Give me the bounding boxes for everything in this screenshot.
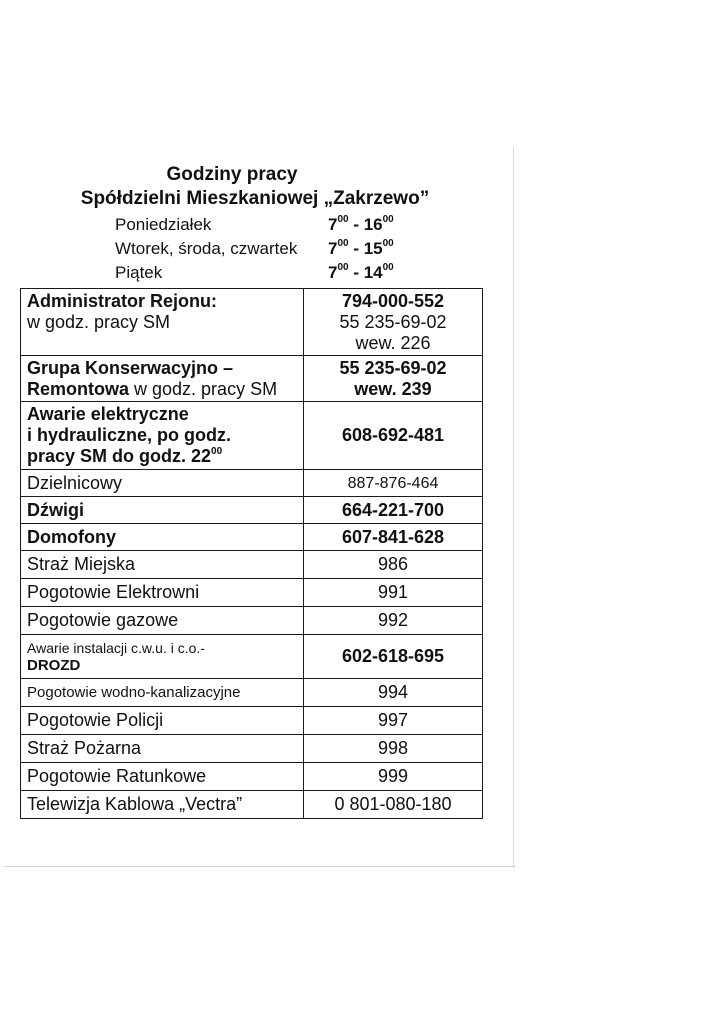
hours-row-tue-thu (115, 238, 455, 261)
hours-day-label: Poniedziałek (115, 215, 212, 234)
scan-edge-right (513, 148, 514, 868)
contact-phone: 55 235-69-02 (339, 311, 447, 332)
contact-phone: 994 (304, 679, 483, 707)
contacts-table (20, 288, 483, 819)
table-row (21, 791, 483, 819)
table-row (21, 735, 483, 763)
contact-phone: 997 (304, 707, 483, 735)
table-row-administrator (21, 289, 483, 356)
contact-name-cell (21, 402, 304, 470)
contact-phone: 0 801-080-180 (304, 791, 483, 819)
contact-phone: 607-841-628 (304, 524, 483, 551)
contact-name: Pogotowie Policji (21, 707, 304, 735)
contact-name: Pogotowie wodno-kanalizacyjne (21, 679, 304, 707)
table-row (21, 551, 483, 579)
table-row (21, 607, 483, 635)
page-subtitle: Spółdzielni Mieszkaniowej „Zakrzewo” (80, 188, 430, 209)
contact-name: Domofony (21, 524, 304, 551)
contact-name: Straż Pożarna (21, 735, 304, 763)
hours-row-friday (115, 262, 455, 285)
contact-phone: 55 235-69-02 (339, 357, 447, 378)
contact-phone-cell (304, 356, 483, 402)
contact-ext: wew. 226 (355, 332, 431, 353)
scan-edge-bottom (4, 866, 516, 867)
table-row (21, 524, 483, 551)
contact-name-line2: DROZD (27, 656, 81, 674)
contact-phone: 986 (304, 551, 483, 579)
contact-name: Dźwigi (21, 497, 304, 524)
contact-name: Grupa Konserwacyjno – (27, 357, 234, 378)
contact-name-cell (21, 635, 304, 679)
contact-name: Awarie instalacji c.w.u. i c.o.- (27, 639, 205, 656)
table-row (21, 497, 483, 524)
table-row (21, 470, 483, 497)
contact-phone: 794-000-552 (341, 290, 445, 311)
contact-phone: 999 (304, 763, 483, 791)
hours-time: $7^{00} - 14^{00}$ (328, 262, 394, 282)
contact-name: Pogotowie Elektrowni (21, 579, 304, 607)
contact-phone: 992 (304, 607, 483, 635)
contact-name: Dzielnicowy (21, 470, 304, 497)
page-title: Godziny pracy (166, 164, 298, 185)
table-row-awarie (21, 402, 483, 470)
hours-row-monday (115, 214, 455, 237)
contact-name: Administrator Rejonu: (27, 290, 218, 311)
table-row-grupa (21, 356, 483, 402)
hours-day-label: Piątek (115, 263, 163, 282)
contact-phone-cell (304, 289, 483, 356)
contact-phone: 664-221-700 (304, 497, 483, 524)
hours-time: $7^{00} - 15^{00}$ (328, 238, 394, 258)
table-row (21, 707, 483, 735)
contact-name: Awarie elektryczne (27, 404, 189, 424)
contact-name: Telewizja Kablowa „Vectra” (21, 791, 304, 819)
contact-name-line2: i hydrauliczne, po godz. (27, 425, 232, 445)
contact-phone: 887-876-464 (304, 470, 483, 497)
table-row (21, 679, 483, 707)
contact-name-cell (21, 356, 304, 402)
contact-name-line3: pracy SM do godz. $22^{00}$ (27, 446, 223, 466)
table-row (21, 763, 483, 791)
hours-time: $7^{00} - 16^{00}$ (328, 214, 394, 234)
contact-phone: 991 (304, 579, 483, 607)
table-row-cwu (21, 635, 483, 679)
contact-ext: wew. 239 (354, 378, 432, 399)
contact-phone: 608-692-481 (304, 402, 483, 470)
contact-name: Pogotowie gazowe (21, 607, 304, 635)
contact-name: Straż Miejska (21, 551, 304, 579)
contact-phone: 998 (304, 735, 483, 763)
table-row (21, 579, 483, 607)
contact-name: Pogotowie Ratunkowe (21, 763, 304, 791)
contact-phone: 602-618-695 (304, 635, 483, 679)
contact-name-cell (21, 289, 304, 356)
contact-name-line2: Remontowa w godz. pracy SM (27, 378, 278, 399)
hours-day-label: Wtorek, środa, czwartek (115, 239, 298, 258)
contact-note: w godz. pracy SM (27, 311, 171, 332)
